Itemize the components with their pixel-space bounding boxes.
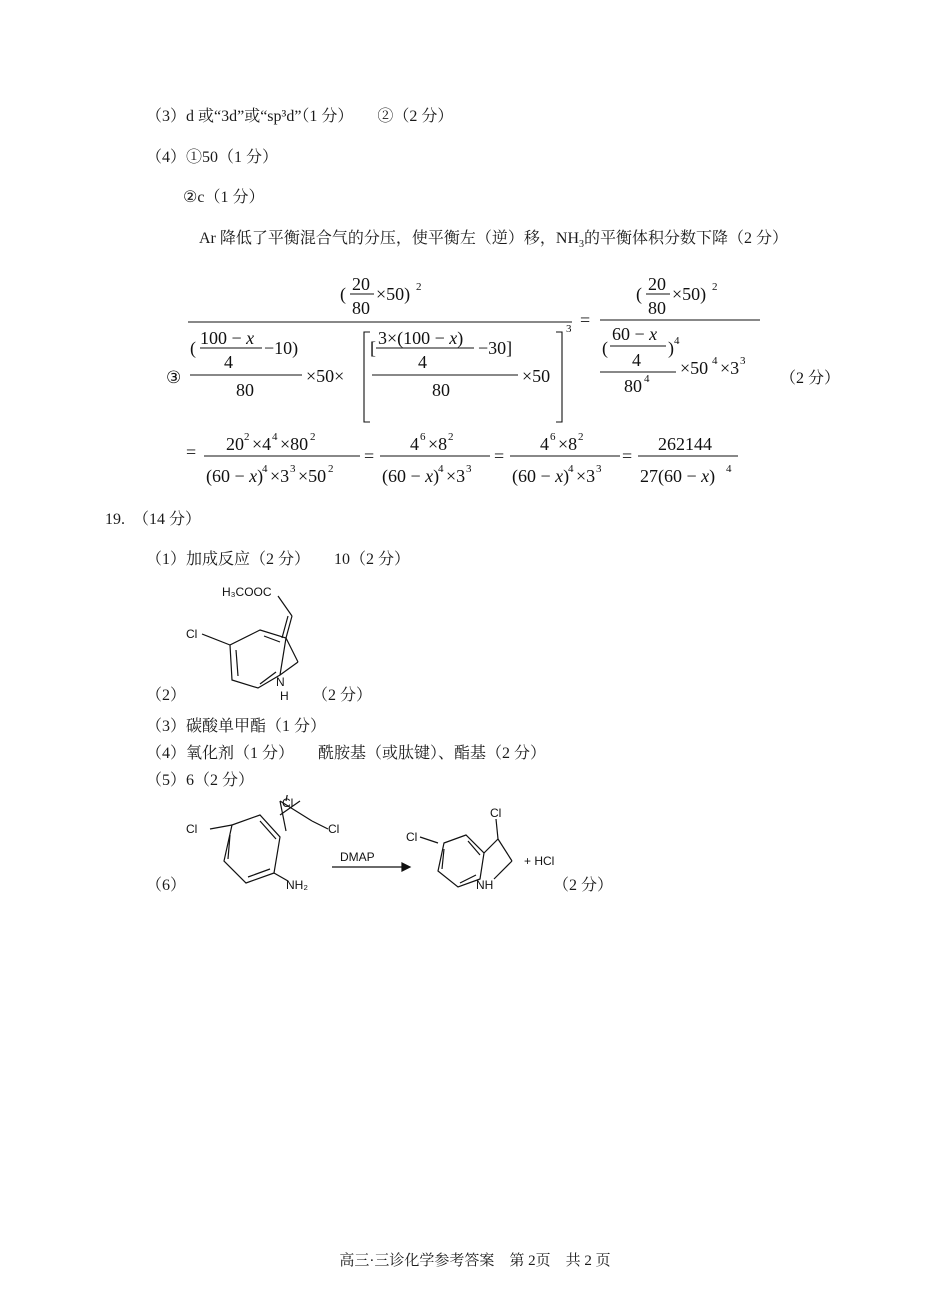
svg-text:4: 4 [674, 335, 680, 347]
q4-part2-line: ②c（1 分） [183, 189, 265, 206]
q19-part4: （4）氧化剂（1 分） 酰胺基（或肽键）、酯基（2 分） [146, 745, 547, 762]
svg-text:100 − x: 100 − x [200, 328, 255, 348]
svg-text:4: 4 [712, 355, 718, 367]
svg-text:27(60 − x): 27(60 − x) [640, 466, 716, 486]
q4-part1-line: （4）①50（1 分） [146, 149, 279, 166]
svg-text:20: 20 [648, 274, 666, 294]
reaction-scheme [180, 795, 600, 900]
svg-text:2: 2 [310, 431, 316, 443]
svg-text:=: = [186, 442, 197, 462]
product-nh-label: NH [476, 878, 494, 892]
svg-text:4: 4 [410, 434, 419, 454]
svg-text:80: 80 [648, 298, 666, 318]
h-label: H [280, 689, 289, 703]
svg-text:=: = [494, 446, 505, 466]
svg-text:2: 2 [244, 431, 250, 443]
svg-text:2: 2 [712, 281, 718, 293]
eq-label: ③ [166, 368, 182, 387]
indoline-ester-structure [180, 580, 320, 705]
svg-text:×50: ×50 [680, 358, 709, 378]
svg-text:4: 4 [438, 463, 444, 475]
svg-text:6: 6 [420, 431, 426, 443]
svg-text:=: = [622, 446, 633, 466]
svg-text:): ) [668, 338, 674, 358]
svg-text:262144: 262144 [658, 434, 712, 454]
svg-text:2: 2 [416, 281, 422, 293]
svg-text:×50: ×50 [522, 366, 551, 386]
q4-explanation-text: Ar 降低了平衡混合气的分压，使平衡左（逆）移，NH [199, 230, 579, 247]
q19-part2-label: （2） [146, 687, 187, 704]
nh3-subscript: 3 [579, 239, 584, 250]
svg-text:(60 − x): (60 − x) [206, 466, 264, 486]
svg-text:(60 − x): (60 − x) [512, 466, 570, 486]
q19-part1: （1）加成反应（2 分） 10（2 分） [146, 551, 411, 568]
chloro-label-2: Cl [328, 822, 340, 836]
svg-text:×4: ×4 [252, 434, 272, 454]
svg-text:3: 3 [566, 323, 572, 335]
svg-text:×3: ×3 [720, 358, 740, 378]
q19-part2-score: （2 分） [312, 687, 373, 704]
svg-text:4: 4 [568, 463, 574, 475]
svg-text:3: 3 [466, 463, 472, 475]
product-cl-label: Cl [406, 830, 418, 844]
q19-part3: （3）碳酸单甲酯（1 分） [146, 718, 327, 735]
svg-text:[: [ [370, 338, 376, 358]
svg-text:2: 2 [328, 463, 334, 475]
equilibrium-constant-equation [160, 262, 860, 492]
svg-text:(: ( [602, 338, 608, 358]
q19-part6-score: （2 分） [553, 877, 614, 894]
svg-text:×50: ×50 [298, 466, 327, 486]
svg-text:×3: ×3 [576, 466, 596, 486]
svg-text:80: 80 [236, 380, 254, 400]
svg-text:−10): −10) [264, 338, 299, 358]
product-chloro-label: Cl [490, 806, 502, 820]
svg-text:(: ( [340, 284, 346, 304]
svg-text:4: 4 [540, 434, 549, 454]
svg-text:80: 80 [624, 376, 642, 396]
svg-text:×8: ×8 [558, 434, 578, 454]
svg-text:=: = [364, 446, 375, 466]
q19-title: 19. （14 分） [105, 511, 202, 528]
svg-text:×8: ×8 [428, 434, 448, 454]
svg-text:×50): ×50) [376, 284, 411, 304]
page-footer: 高三·三诊化学参考答案 第 2页 共 2 页 [339, 1253, 611, 1269]
svg-text:×50×: ×50× [306, 366, 345, 386]
svg-text:4: 4 [272, 431, 278, 443]
svg-text:(: ( [190, 338, 196, 358]
q4-explanation-line [199, 230, 789, 250]
svg-text:−30]: −30] [478, 338, 513, 358]
svg-text:=: = [580, 310, 591, 330]
q3-line: （3）d 或“3d”或“sp³d”（1 分） ②（2 分） [146, 108, 454, 125]
svg-text:4: 4 [726, 463, 732, 475]
svg-text:3×(100 − x): 3×(100 − x) [378, 328, 464, 348]
ester-label: H₃COOC [222, 585, 272, 599]
nh2-label: NH₂ [286, 878, 308, 892]
svg-text:×80: ×80 [280, 434, 309, 454]
svg-text:20: 20 [352, 274, 370, 294]
svg-text:4: 4 [418, 352, 427, 372]
hcl-label: + HCl [524, 854, 555, 868]
svg-text:4: 4 [224, 352, 233, 372]
svg-text:60 − x: 60 − x [612, 324, 658, 344]
q4-explanation-text-end: 的平衡体积分数下降（2 分） [584, 230, 789, 247]
q19-part6-label: （6） [146, 877, 187, 894]
svg-text:2: 2 [448, 431, 454, 443]
reagent-label: DMAP [340, 850, 375, 864]
svg-text:(60 − x): (60 − x) [382, 466, 440, 486]
svg-text:80: 80 [352, 298, 370, 318]
chloro-label-1: Cl [282, 796, 294, 810]
svg-text:6: 6 [550, 431, 556, 443]
svg-text:×3: ×3 [446, 466, 466, 486]
svg-text:4: 4 [632, 350, 641, 370]
svg-text:×50): ×50) [672, 284, 707, 304]
q19-part5: （5）6（2 分） [146, 772, 255, 789]
reactant-cl-label: Cl [186, 822, 198, 836]
svg-text:3: 3 [596, 463, 602, 475]
svg-text:4: 4 [262, 463, 268, 475]
svg-text:4: 4 [644, 373, 650, 385]
eq-score: （2 分） [780, 370, 841, 387]
svg-text:2: 2 [578, 431, 584, 443]
cl-label: Cl [186, 627, 198, 641]
n-label: N [276, 675, 285, 689]
svg-text:20: 20 [226, 434, 244, 454]
svg-text:3: 3 [740, 355, 746, 367]
svg-text:80: 80 [432, 380, 450, 400]
svg-text:3: 3 [290, 463, 296, 475]
svg-text:×3: ×3 [270, 466, 290, 486]
svg-text:(: ( [636, 284, 642, 304]
